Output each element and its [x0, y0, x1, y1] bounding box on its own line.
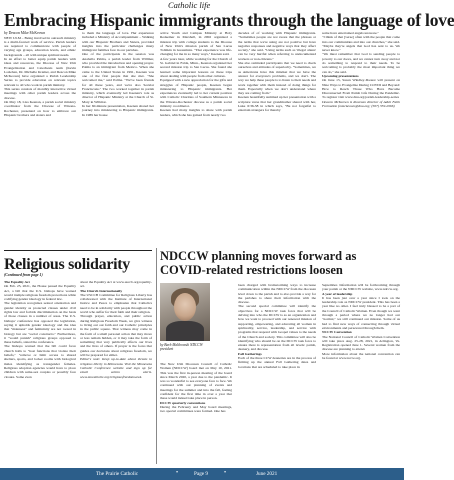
article2-paragraph: Through prayer, education, and public action during Religious Freedom Week, we give witness to living out our faith and our Catholic principles in the public square. That witness may come in the form of a small personal action that may move or less remain hidden, or it may take the form of something that very publically affects our lives and the lives of others. If prayer is the focus that guides our decisions about religious freedom, we will be prepared for either.	[80, 314, 152, 358]
footer-bullet-icon: •	[224, 470, 227, 476]
article2-paragraph: about the Equality Act at www.usccb.org/equality-act.	[80, 280, 152, 289]
article3-column-1	[160, 362, 232, 466]
article1-paragraph: some have entertained angels unaware."	[322, 31, 379, 35]
section-divider	[4, 250, 152, 251]
article3-paragraph: It has been just over a year since I took on the leadership role as NDCCW president. This has been a year like no other. I feel truly blessed to be a part of the Council of Catholic Women. Even though we went through a period where we no longer had our "normal," we still continued our mission. Some of us had to find new ways of connecting through virtual environments and persevered through them.	[322, 295, 400, 330]
article1-author-note: Deacon McKeown is diocesan director of Adult Faith Formation (mmckeown@dnu.org; (507) 359-2966)	[322, 99, 400, 109]
article2-subhead: The Equality Act	[4, 280, 30, 284]
footer-publication: The Prairie Catholic	[96, 471, 139, 477]
article1-paragraph: active Youth and Campus Ministry at Holy Redeemer in Marshall, in 2002 organized a mission trip with college students to the Diocese of New Ulm's mission parish of San Lucas Tolimán in Guatemala. "That experience was life-changing for me in so many ways," Keenan said.	[160, 31, 232, 57]
article2-paragraph: The legislation recognizes sexual orientation and gender identity as protected classes under civil rights law and forbids discrimination on the basis of those classes in a number of areas. The U.S. bishops' conference has opposed the legislation, saying it upholds gender ideology and the idea that "maleness" and femininity are not rooted in biology but are "social constructs." Furthermore, it "would punish" religious groups opposed to these beliefs, stated the conference.	[4, 301, 76, 345]
article1-column-1	[4, 31, 76, 247]
article3-paragraph: More information about the national convention can be found at www.nccw.org.	[322, 351, 400, 361]
article2-column-1	[4, 280, 76, 466]
article3-column-3	[322, 283, 400, 466]
article3-paragraph: During the February and May board meetings, two special committees were formed. One has	[160, 404, 232, 414]
photo-caption: by Barb Maltbowski NDCCW president	[160, 343, 203, 352]
article1-column-2	[82, 31, 154, 247]
article3-paragraph: September. Information will be forthcoming through your parish or the NDCCW website, www.ndccw.org.	[322, 283, 400, 292]
article1-paragraph: One of the participants in the session was Anabella Palma, a parish leader from Willmar, who provided the introduction and opening prayer. Palma is an immigrant from Mexico. When she came to the United States in 1991, Keenan was one of the first people that she met. "She welcomed me," said Palma. "We've been friends for all these years, and we're also Secular Franciscans." The two worked together in parish ministry, which eventually led Keenan's role as director of Hispanic Ministry at the Church of St. Mary in Willmar.	[82, 52, 155, 104]
article1-subhead: Upcoming presentations	[322, 73, 359, 78]
article3-subhead: A year of leadership	[322, 291, 353, 296]
article3-subhead: Fall Gatherings	[238, 351, 262, 356]
article1-paragraph: NEW ULM – Being involved in outreach ministry is a multi-faceted work of service. Parish leaders are required to communicate with people of varying age groups, education levels, and ethnic backgrounds – all with unique spiritual needs.	[4, 35, 76, 57]
article3-paragraph: The second special committee will identify the objectives for a NDCCW task force that will be delving into who the DCCW is as an organization and how we want to proceed with our renewed mission of supporting, empowering, and educating all women in spirituality, service, leadership, and service with programs that respond with Gospel values to the needs of the Church and society. This committee will also be identifying who should be on the DCCW task force to ensure there is representation from all levels: parish, deanery, and diocese.	[238, 304, 316, 352]
article2-paragraph: The USCCB Committee for Religious Liberty has collaborated with the Institute of International Justice and Peace to emphasize that Catholics need to be in solidarity with people throughout the world who suffer for their faith and their religion.	[80, 292, 152, 315]
article1-paragraph: Keenan beautifully summed up her presentation with a scripture verse that her grandmother shared with her, Luke 6:36-38 in which says, "Be not forgetful to entertain strangers for thereby	[238, 95, 316, 113]
article1-paragraph: A few years later, while working for the Church of St. Gabriel in Falda, Minn., Keenan organized her second mission trip to San Lucas. She found she learned some important lessons on these trips about dealing with people from other cultures.	[160, 56, 232, 78]
article2-continued: (Continued from page 1)	[4, 273, 43, 277]
article1-paragraph: to them the language of love. Her experience included a Ministry of Accompaniment – Walking with our Hispanic Brothers and Sisters, provided insights into the particular challenges many immigrant families face in our parishes.	[82, 31, 154, 53]
footer-date: June 2021	[256, 471, 278, 477]
article1-column-4	[238, 31, 316, 247]
article2-headline: Religious solidarity	[4, 256, 131, 273]
article2-paragraph: The bishops warned that the bill could force church halls to "host functions that violate their beliefs," "remove or limit access to shared shelters, sports, and locker rooms with biological males identifying as transgender females. Religious adoption agencies would have to place children with same-sex couples or possibly face closure. Some even	[4, 344, 76, 379]
article1-column-5	[322, 31, 400, 247]
page-header	[0, 0, 404, 10]
article3-subhead: NCCW Convention	[322, 330, 352, 335]
footer-page-number: Page 9	[194, 471, 208, 477]
article1-byline: by Deacon Mike McKeown	[4, 31, 46, 35]
article1-paragraph: decades of of working with Hispanic immigrants. "Sometimes people are not aware that the phrases or the terms that we're using are not positive but have negative responses and negative ways that they affect society," she said. "Using terms such as 'illegal aliens' can be very hurtful when referring to undocumented workers or non-citizens."	[238, 31, 316, 61]
article1-paragraph: "We must remember that God is sending people to poverty to our doors, and we cannot turn away and not do something to respond to their needs. To be welcoming is probably the most important thing we can do," she said.	[322, 52, 400, 74]
article3-paragraph: been charged with brainstorming ways to increase communication within the NDCCW from the diocesan level down to the parish and to also provide a way for the parishes to share their information with the diocese.	[238, 283, 316, 305]
article1-paragraph: Keenan had many insights to share with parish leaders, which she has gained from nearly two	[160, 108, 232, 117]
article1-paragraph: This series consists of monthly interactive virtual meetings with other parish leaders across the diocese.	[4, 87, 76, 100]
section-label: Catholic life	[168, 0, 211, 10]
article3-paragraph: The New Ulm Diocesan Council of Catholic Women (NDCCW) board met on May 10, 2021. This was the first in-person meeting of the board since March 2020, a year due to the pandemic. It was so wonderful to see everyone face to face. We continued with our planning of events and meetings for the summer and into the fall, feeling confident for the first time in over a year that these would indeed take place in person.	[160, 362, 232, 401]
article1-headline: Embracing Hispanic immigrants through the language of love	[4, 10, 454, 30]
vertical-divider	[156, 248, 157, 464]
article3-subhead: DCCW quarterly conventions	[160, 400, 206, 405]
footer-bullet-icon: •	[176, 470, 179, 476]
article2-subhead: The Church Internationally	[80, 288, 123, 293]
photo-face	[174, 293, 196, 321]
article1-column-3	[160, 31, 232, 247]
article1-paragraph: In her 60-minute presentation, Keenan shared her journey into ministering to Hispanic immigrants. In 1989 her house	[82, 104, 154, 117]
article3-column-2	[238, 283, 316, 466]
article2-column-2	[80, 280, 152, 466]
article1-paragraph: In an effort to better equip parish leaders with ideas and resources, the Diocese of New Ulm Evangelization and Catechesis team (Kevin Losleben, Dr. Michelle Kramer, and Deacon Mike McKeown) have organized a Parish Leadership Series to provide education on relevant topics relevant to all who work in parish ministry.	[4, 56, 76, 87]
article3-paragraph: The National Council of Catholic Women Convention will take place Aug. 25-28, 2021, in Arlington, Va. Registration opened June 1. Several women from the diocese are planning to attend.	[322, 334, 400, 352]
article3-headline: NDCCW planning moves forward as COVID-related restrictions loosen	[160, 249, 357, 277]
article2-paragraph: On Feb. 25, 2021, the House passed the Equality Act, a bill that the U.S. bishops have warned would trample religious freedom protections while codifying gender ideology in federal law.	[4, 284, 77, 302]
photo-body	[166, 321, 204, 341]
article1-paragraph: "I think of that [verse] often with the people that come into our communities and into our churches," she said. "Maybe they're angels that God has sent to us. We never know."	[322, 35, 400, 53]
article1-paragraph: Equipped with a new appreciation for the gifts and struggles of Hispanic people, Keenan began ministering to Hispanic immigrants. Her experiences eventually led to her current position with Catholic Charities of Southern Minnesota in the Winona-Rochester diocese as a parish social ministry coordinator.	[160, 78, 232, 109]
article1-paragraph: She also reminded participants that we need to check ourselves and attitudes of superiority. "Sometimes, we as Americans have this mindset that we have the answer for everyone's problems, and we don't. The way we help these people is to listen to their needs and work together with them instead of doing things for them. Especially when we don't understand where they are coming from."	[238, 61, 316, 96]
article1-paragraph: On June 15, Susan Windley-Daoust will present on Nine Ways to Evangelize During COVID and Beyond: How to Reach Those Who Have Become Disconnected From Parish Life During the Pandemic. To register visit www.dnu.org/parish-leadership-series	[322, 78, 400, 100]
article2-editors-note: Editor's note: Keep up-to-date about threats to religious liberty in Minnesota. Visit the Minnesota Catholic Conference website and sign up for email action alerts. www.mncatholic.org/religiousfreedomweek.	[80, 357, 152, 379]
article1-paragraph: On May 18, Lisa Keenan, a parish social ministry coordinator from the Diocese of Winona-Rochester, presented on how to embrace our Hispanic brothers and sisters and	[4, 99, 76, 117]
article3-paragraph: Each of the three CCW deaneries are in the process of firming up the annual Fall Gathering dates and locations that are scheduled to take place in	[238, 356, 316, 369]
author-photo	[160, 283, 210, 341]
